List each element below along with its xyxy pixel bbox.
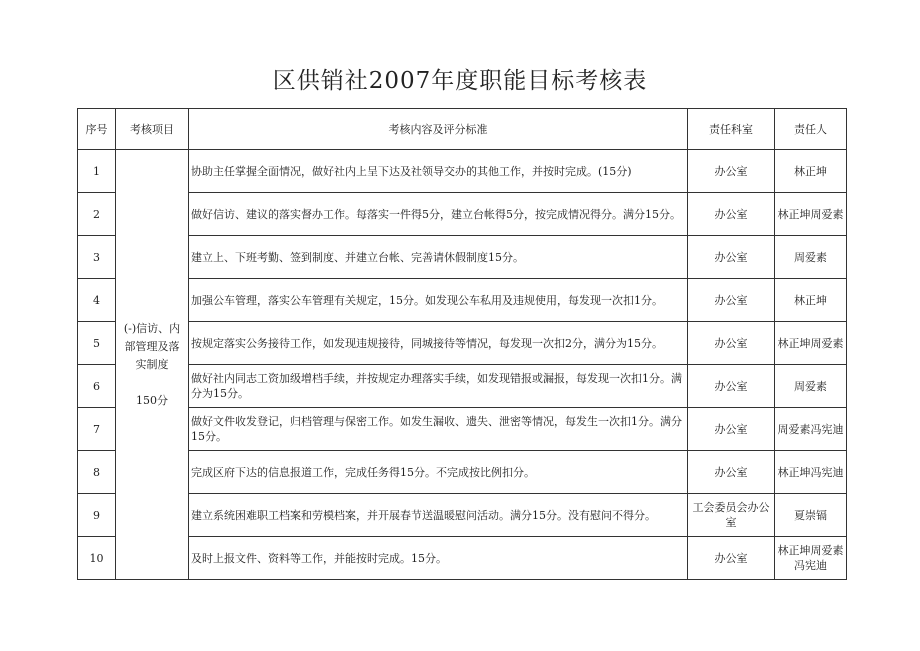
row-dept: 办公室 xyxy=(688,408,775,451)
row-dept: 办公室 xyxy=(688,236,775,279)
table-row xyxy=(78,408,847,451)
row-content: 建立上、下班考勤、签到制度、并建立台帐、完善请休假制度15分。 xyxy=(189,236,688,279)
row-dept: 办公室 xyxy=(688,451,775,494)
row-content: 加强公车管理，落实公车管理有关规定，15分。如发现公车私用及违规使用，每发现一次扣1分。 xyxy=(189,279,688,322)
row-seq: 3 xyxy=(78,236,116,279)
row-content: 做好信访、建议的落实督办工作。每落实一件得5分，建立台帐得5分，按完成情况得分。满分15分。 xyxy=(189,193,688,236)
row-person: 林正坤周爱素 xyxy=(775,193,847,236)
row-content: 做好社内同志工资加级增档手续，并按规定办理落实手续，如发现错报或漏报，每发现一次扣1分。满分为15分。 xyxy=(189,365,688,408)
table-body xyxy=(78,150,847,580)
row-seq: 4 xyxy=(78,279,116,322)
row-seq: 6 xyxy=(78,365,116,408)
table-row xyxy=(78,150,847,193)
row-person: 周爱素 xyxy=(775,236,847,279)
row-content: 协助主任掌握全面情况，做好社内上呈下达及社领导交办的其他工作，并按时完成。(15分) xyxy=(189,150,688,193)
row-person: 林正坤 xyxy=(775,150,847,193)
row-dept: 办公室 xyxy=(688,193,775,236)
row-person: 林正坤周爱素 xyxy=(775,322,847,365)
table-row xyxy=(78,494,847,537)
row-seq: 9 xyxy=(78,494,116,537)
row-dept: 办公室 xyxy=(688,322,775,365)
row-dept: 办公室 xyxy=(688,537,775,580)
project-name: (-)信访、内部管理及落实制度 xyxy=(123,321,181,371)
row-person: 周爱素冯宪迪 xyxy=(775,408,847,451)
row-seq: 5 xyxy=(78,322,116,365)
header-dept: 责任科室 xyxy=(688,109,775,150)
header-seq: 序号 xyxy=(78,109,116,150)
row-person: 林正坤冯宪迪 xyxy=(775,451,847,494)
row-content: 完成区府下达的信息报道工作，完成任务得15分。不完成按比例扣分。 xyxy=(189,451,688,494)
row-content: 做好文件收发登记，归档管理与保密工作。如发生漏收、遗失、泄密等情况，每发生一次扣1分。满分15分。 xyxy=(189,408,688,451)
table-row xyxy=(78,236,847,279)
row-content: 按规定落实公务接待工作，如发现违规接待，同城接待等情况，每发现一次扣2分，满分为15分。 xyxy=(189,322,688,365)
row-person: 夏崇镉 xyxy=(775,494,847,537)
page-title: 区供销社2007年度职能目标考核表 xyxy=(272,68,648,94)
row-seq: 1 xyxy=(78,150,116,193)
row-content: 建立系统困难职工档案和劳模档案，并开展春节送温暖慰问活动。满分15分。没有慰问不得分。 xyxy=(189,494,688,537)
row-seq: 7 xyxy=(78,408,116,451)
row-person: 周爱素 xyxy=(775,365,847,408)
row-person: 林正坤周爱素冯宪迪 xyxy=(775,537,847,580)
row-content: 及时上报文件、资料等工作，并能按时完成。15分。 xyxy=(189,537,688,580)
project-score: 150分 xyxy=(136,393,168,407)
table-row xyxy=(78,451,847,494)
header-person: 责任人 xyxy=(775,109,847,150)
table-row xyxy=(78,193,847,236)
table-row xyxy=(78,322,847,365)
header-project: 考核项目 xyxy=(116,109,189,150)
row-dept: 办公室 xyxy=(688,150,775,193)
row-dept: 办公室 xyxy=(688,365,775,408)
project-cell xyxy=(116,150,189,580)
table-header-row xyxy=(78,109,847,150)
row-seq: 8 xyxy=(78,451,116,494)
row-seq: 2 xyxy=(78,193,116,236)
table-row xyxy=(78,537,847,580)
row-dept: 工会委员会办公室 xyxy=(688,494,775,537)
row-person: 林正坤 xyxy=(775,279,847,322)
header-content: 考核内容及评分标准 xyxy=(189,109,688,150)
row-seq: 10 xyxy=(78,537,116,580)
table-row xyxy=(78,279,847,322)
table-row xyxy=(78,365,847,408)
row-dept: 办公室 xyxy=(688,279,775,322)
assessment-table xyxy=(77,108,847,580)
